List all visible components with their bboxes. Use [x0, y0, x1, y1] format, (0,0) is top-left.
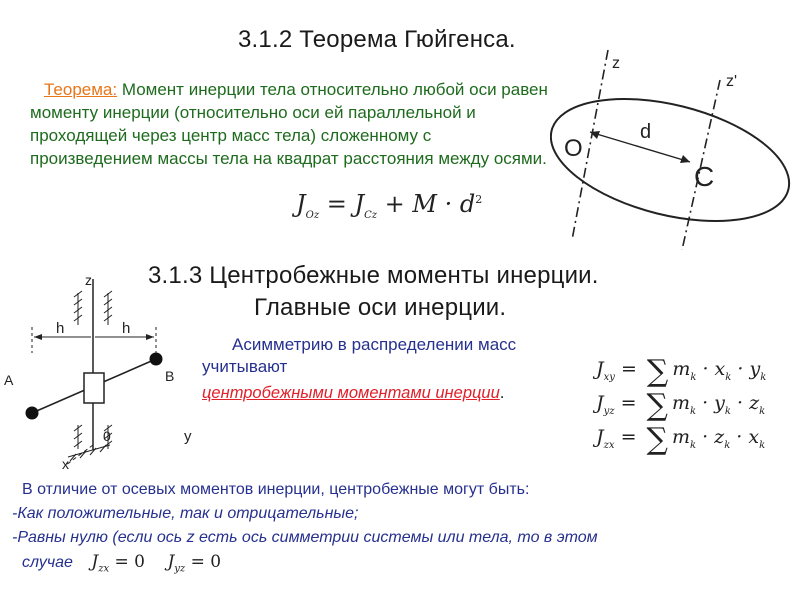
bottom-notes	[12, 478, 792, 581]
label-h-right: h	[122, 320, 131, 337]
label-O: O	[564, 135, 583, 162]
section-title-centrifugal	[148, 262, 668, 322]
huygens-formula: $J_{Oz} = J_{Cz} + M \cdot d^2$	[296, 190, 483, 221]
arrowhead-right	[680, 155, 690, 163]
formula-jzx: $J_{zx}$ = ∑ $m_k \cdot z_k \cdot x_k$	[596, 422, 766, 457]
formula-jzx-zero: $J_{zx} = 0$	[91, 552, 145, 575]
section-title-huygens: 3.1.2 Теорема Гюйгенса.	[238, 26, 516, 53]
formula-jyz-zero: $J_{yz} = 0$	[167, 552, 222, 575]
axis-x	[66, 445, 93, 465]
centrifugal-formulas	[596, 354, 796, 456]
h-arrowhead-left	[34, 334, 42, 340]
label-y: y	[184, 428, 192, 445]
huygens-diagram	[550, 40, 800, 250]
label-d: d	[640, 121, 652, 143]
label-z-prime: z'	[726, 73, 738, 90]
label-B: B	[165, 368, 175, 384]
label-A: A	[4, 372, 14, 388]
title-line-1: 3.1.3 Центробежные моменты инерции.	[148, 262, 599, 289]
bottom-line-3: -Равны нулю (если ось z есть ось симметрии системы или тела, то в этом	[12, 529, 598, 546]
centrifugal-moments-term: центробежными моментами инерции	[202, 384, 500, 402]
asymmetry-text: Асимметрию в распределении масс учитывают центробежными моментами инерции.	[202, 335, 517, 402]
h-arrowhead-right	[146, 334, 154, 340]
label-h-left: h	[56, 320, 65, 337]
body-ellipse	[550, 77, 800, 243]
label-x: x	[62, 456, 69, 472]
label-z: z	[612, 55, 620, 72]
bottom-line-2: -Как положительные, так и отрицательные;	[12, 505, 359, 522]
formula-jyz: $J_{yz}$ = ∑ $m_k \cdot y_k \cdot z_k$	[596, 388, 766, 423]
label-zero: 0	[103, 428, 111, 444]
dumbbell-diagram	[0, 265, 205, 480]
bottom-line-4: случае $J_{zx} = 0$ $J_{yz} = 0$	[22, 552, 222, 575]
mass-A	[26, 407, 39, 420]
theorem-text	[30, 78, 550, 170]
center-block	[84, 373, 104, 403]
theorem-body: Момент инерции тела относительно любой оси равен моменту инерции (относительно оси ей параллельной и проходящей через центр масс тела) сложенному с произведением массы тела на квадрат расстояния между осями.	[30, 80, 548, 168]
formula-jxy: $J_{xy}$ = ∑ $m_k \cdot x_k \cdot y_k$	[596, 354, 767, 389]
label-C: C	[694, 161, 715, 192]
label-z: z	[85, 272, 92, 288]
title-line-2: Главные оси инерции.	[254, 294, 507, 321]
theorem-label: Теорема:	[44, 80, 118, 99]
mass-B	[150, 353, 163, 366]
bottom-line-1: В отличие от осевых моментов инерции, центробежные могут быть:	[22, 481, 530, 498]
